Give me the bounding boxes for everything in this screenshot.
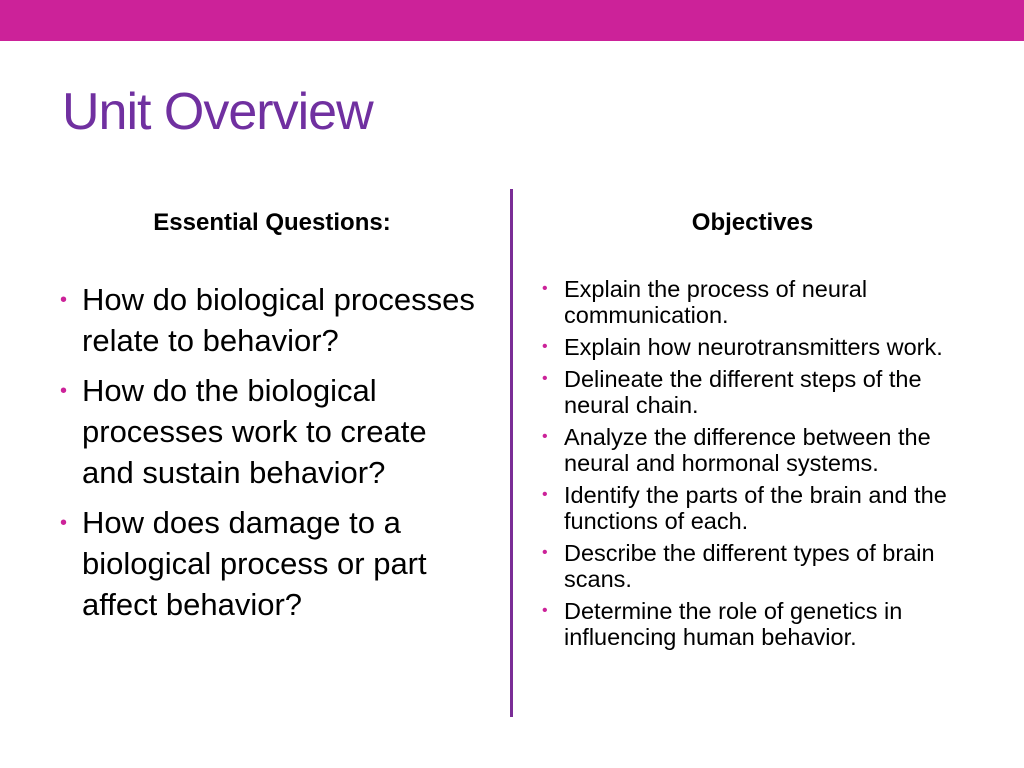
essential-question-text: How does damage to a biological process or part affect behavior? (82, 505, 427, 622)
bullet-icon: • (542, 338, 548, 355)
objective-text: Explain how neurotransmitters work. (564, 334, 943, 360)
essential-question-text: How do biological processes relate to behavior? (82, 282, 475, 358)
bullet-icon: • (542, 544, 548, 561)
bullet-icon: • (542, 428, 548, 445)
objective-text: Delineate the different steps of the neural chain. (564, 366, 922, 418)
essential-question-item (60, 279, 480, 361)
bullet-icon: • (60, 289, 68, 311)
objective-item (542, 334, 972, 360)
objective-item (542, 482, 972, 534)
objectives-list (542, 276, 972, 656)
bullet-icon: • (60, 380, 68, 402)
top-accent-bar (0, 0, 1024, 41)
essential-questions-heading: Essential Questions: (153, 209, 391, 236)
objective-text: Analyze the difference between the neural and hormonal systems. (564, 424, 931, 476)
objective-item (542, 366, 972, 418)
objective-text: Determine the role of genetics in influencing human behavior. (564, 598, 903, 650)
objectives-heading: Objectives (691, 209, 814, 236)
essential-questions-list (60, 279, 480, 634)
bullet-icon: • (542, 486, 548, 503)
objective-item (542, 540, 972, 592)
essential-question-text: How do the biological processes work to create and sustain behavior? (82, 373, 427, 490)
bullet-icon: • (542, 280, 548, 297)
objective-item (542, 276, 972, 328)
essential-question-item (60, 370, 480, 493)
bullet-icon: • (542, 602, 548, 619)
slide-title: Unit Overview (62, 83, 373, 141)
objective-item (542, 598, 972, 650)
bullet-icon: • (60, 512, 68, 534)
bullet-icon: • (542, 370, 548, 387)
objective-text: Describe the different types of brain scans. (564, 540, 935, 592)
objective-text: Identify the parts of the brain and the functions of each. (564, 482, 947, 534)
objective-text: Explain the process of neural communication. (564, 276, 868, 328)
essential-question-item (60, 502, 480, 625)
column-divider (510, 189, 513, 717)
objective-item (542, 424, 972, 476)
